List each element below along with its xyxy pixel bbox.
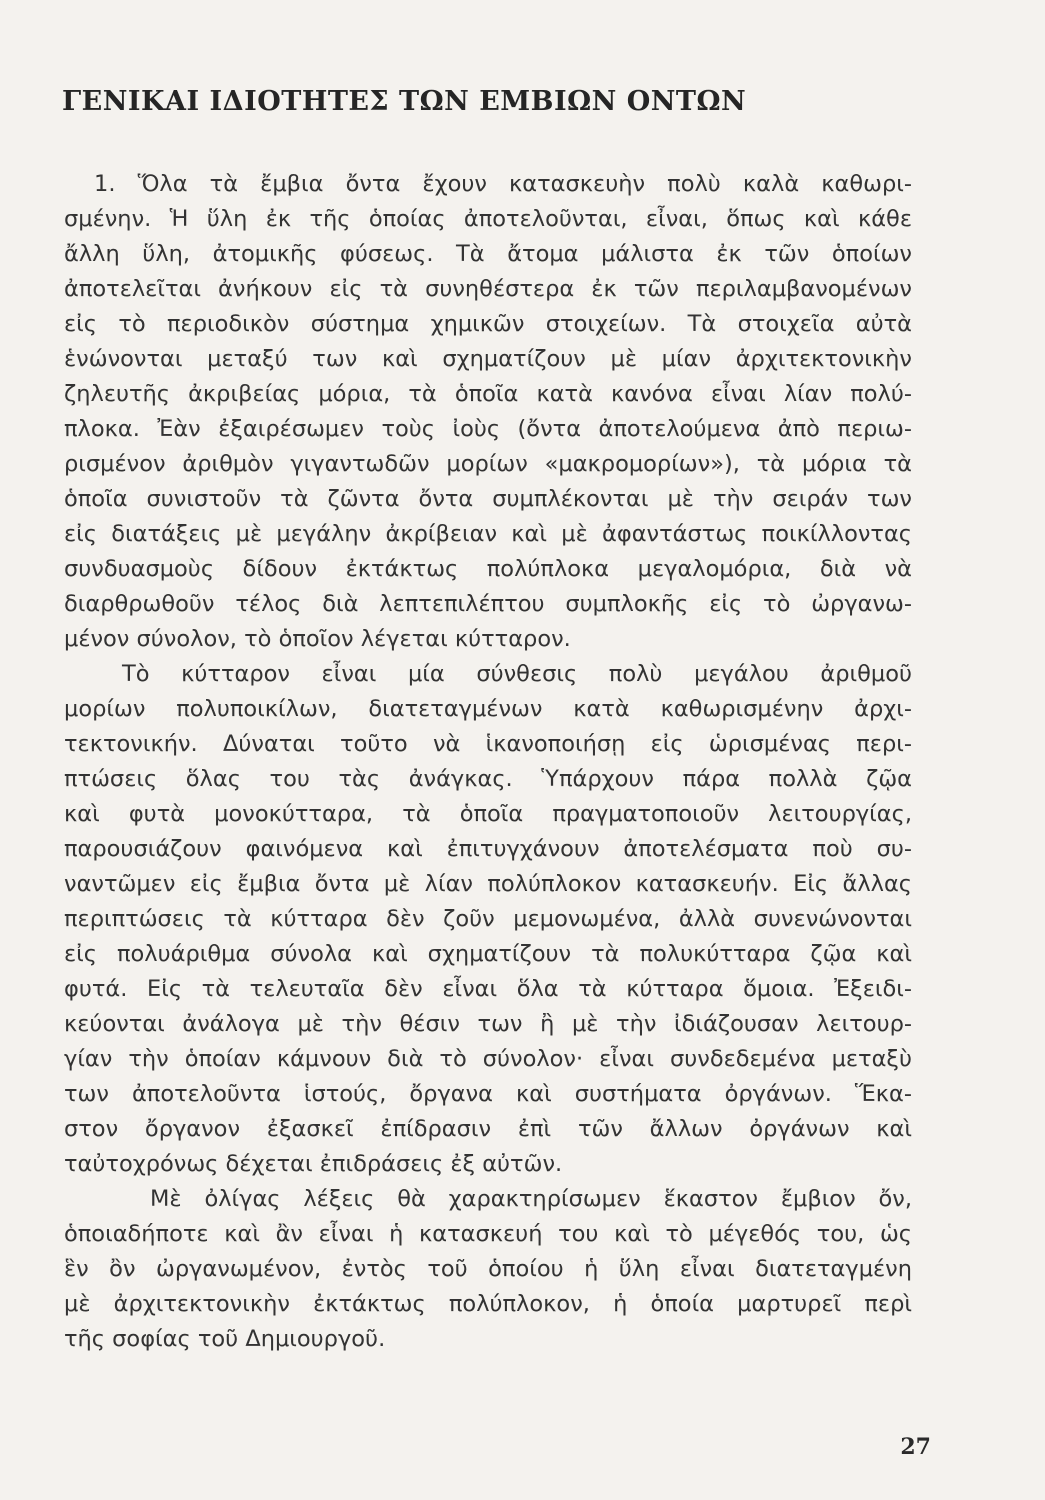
text-line: ὁποιαδήποτε καὶ ἂν εἶναι ἡ κατασκευή του καὶ τὸ μέγεθός του, ὡς	[64, 1221, 912, 1247]
text-line: τῆς σοφίας τοῦ Δημιουργοῦ.	[64, 1326, 386, 1352]
text-line: ἀποτελεῖται ἀνήκουν εἰς τὰ συνηθέστερα ἐκ τῶν περιλαμβανομένων	[64, 276, 912, 302]
text-line: πτώσεις ὅλας του τὰς ἀνάγκας. Ὑπάρχουν πάρα πολλὰ ζῷα	[64, 766, 912, 792]
text-line: ὁποῖα συνιστοῦν τὰ ζῶντα ὄντα συμπλέκονται μὲ τὴν σειράν των	[64, 486, 912, 512]
text-line: παρουσιάζουν φαινόμενα καὶ ἐπιτυγχάνουν ἀποτελέσματα ποὺ συ-	[64, 836, 912, 862]
text-line: 1. Ὅλα τὰ ἔμβια ὄντα ἔχουν κατασκευὴν πολὺ καλὰ καθωρι-	[94, 171, 912, 197]
text-line: πλοκα. Ἐὰν ἐξαιρέσωμεν τοὺς ἰοὺς (ὄντα ἀποτελούμενα ἀπὸ περιω-	[64, 416, 912, 442]
text-line: εἰς πολυάριθμα σύνολα καὶ σχηματίζουν τὰ πολυκύτταρα ζῷα καὶ	[64, 941, 912, 967]
text-line: περιπτώσεις τὰ κύτταρα δὲν ζοῦν μεμονωμένα, ἀλλὰ συνενώνονται	[64, 906, 912, 932]
text-line: μορίων πολυποικίλων, διατεταγμένων κατὰ καθωρισμένην ἀρχι-	[64, 696, 912, 722]
text-line: ἑνώνονται μεταξύ των καὶ σχηματίζουν μὲ μίαν ἀρχιτεκτονικὴν	[64, 346, 912, 372]
text-line: των ἀποτελοῦντα ἱστούς, ὄργανα καὶ συστήματα ὀργάνων. Ἕκα-	[64, 1081, 912, 1107]
text-line: Μὲ ὀλίγας λέξεις θὰ χαρακτηρίσωμεν ἕκαστον ἔμβιον ὄν,	[150, 1186, 912, 1212]
text-line: καὶ φυτὰ μονοκύτταρα, τὰ ὁποῖα πραγματοποιοῦν λειτουργίας,	[64, 801, 912, 827]
text-line: ἄλλη ὕλη, ἀτομικῆς φύσεως. Τὰ ἄτομα μάλιστα ἐκ τῶν ὁποίων	[64, 241, 912, 267]
text-line: ἓν ὂν ὠργανωμένον, ἐντὸς τοῦ ὁποίου ἡ ὕλη εἶναι διατεταγμένη	[64, 1256, 912, 1282]
text-line: συνδυασμοὺς δίδουν ἐκτάκτως πολύπλοκα μεγαλομόρια, διὰ νὰ	[64, 556, 912, 582]
text-line: στον ὄργανον ἐξασκεῖ ἐπίδρασιν ἐπὶ τῶν ἄλλων ὀργάνων καὶ	[64, 1116, 912, 1142]
text-line: μένον σύνολον, τὸ ὁποῖον λέγεται κύτταρον.	[64, 626, 571, 652]
text-line: ζηλευτῆς ἀκριβείας μόρια, τὰ ὁποῖα κατὰ κανόνα εἶναι λίαν πολύ-	[64, 381, 912, 407]
text-line: εἰς τὸ περιοδικὸν σύστημα χημικῶν στοιχείων. Τὰ στοιχεῖα αὐτὰ	[64, 311, 912, 337]
text-line: γίαν τὴν ὁποίαν κάμνουν διὰ τὸ σύνολον· εἶναι συνδεδεμένα μεταξὺ	[64, 1046, 912, 1072]
text-line: φυτά. Εἰς τὰ τελευταῖα δὲν εἶναι ὅλα τὰ κύτταρα ὅμοια. Ἐξειδι-	[64, 976, 912, 1002]
page-number: 27	[900, 1434, 931, 1460]
chapter-title: ΓΕΝΙΚΑΙ ΙΔΙΟΤΗΤΕΣ ΤΩΝ ΕΜΒΙΩΝ ΟΝΤΩΝ	[62, 86, 747, 117]
text-line: κεύονται ἀνάλογα μὲ τὴν θέσιν των ἢ μὲ τὴν ἰδιάζουσαν λειτουρ-	[64, 1011, 912, 1037]
text-line: σμένην. Ἡ ὕλη ἐκ τῆς ὁποίας ἀποτελοῦνται, εἶναι, ὅπως καὶ κάθε	[64, 206, 912, 232]
text-line: εἰς διατάξεις μὲ μεγάλην ἀκρίβειαν καὶ μὲ ἀφαντάστως ποικίλλοντας	[64, 521, 912, 547]
text-line: τεκτονικήν. Δύναται τοῦτο νὰ ἱκανοποιήσῃ εἰς ὡρισμένας περι-	[64, 731, 912, 757]
text-line: ρισμένον ἀριθμὸν γιγαντωδῶν μορίων «μακρομορίων»), τὰ μόρια τὰ	[64, 451, 912, 477]
text-line: διαρθρωθοῦν τέλος διὰ λεπτεπιλέπτου συμπλοκῆς εἰς τὸ ὠργανω-	[64, 591, 912, 617]
text-line: Τὸ κύτταρον εἶναι μία σύνθεσις πολὺ μεγάλου ἀριθμοῦ	[122, 661, 912, 687]
text-line: ναντῶμεν εἰς ἔμβια ὄντα μὲ λίαν πολύπλοκον κατασκευήν. Εἰς ἄλλας	[64, 871, 912, 897]
text-line: ταὐτοχρόνως δέχεται ἐπιδράσεις ἐξ αὐτῶν.	[64, 1151, 563, 1177]
text-line: μὲ ἀρχιτεκτονικὴν ἐκτάκτως πολύπλοκον, ἡ ὁποία μαρτυρεῖ περὶ	[64, 1291, 912, 1317]
